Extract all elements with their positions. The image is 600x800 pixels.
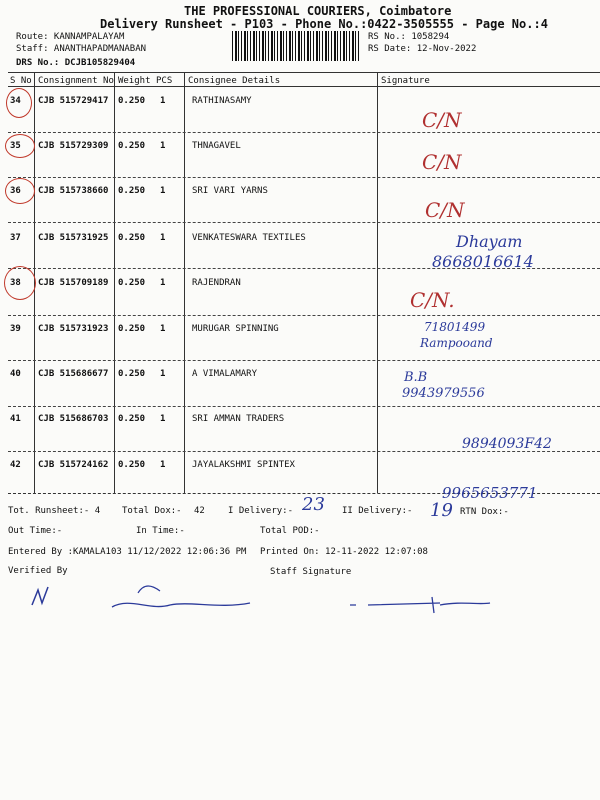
row-divider bbox=[8, 132, 600, 133]
row-pcs: 1 bbox=[160, 369, 166, 379]
row-pcs: 1 bbox=[160, 96, 166, 106]
row-sno: 34 bbox=[10, 96, 21, 106]
row-consignee: THNAGAVEL bbox=[192, 141, 241, 151]
company-title: THE PROFESSIONAL COURIERS, Coimbatore bbox=[184, 4, 452, 18]
table-header-border bbox=[8, 86, 600, 87]
row-consignment: CJB 515738660 bbox=[38, 186, 109, 196]
row-pcs: 1 bbox=[160, 233, 166, 243]
row-weight: 0.250 bbox=[118, 369, 146, 379]
row-consignee: RAJENDRAN bbox=[192, 278, 241, 288]
printed-on: Printed On: 12-11-2022 12:07:08 bbox=[260, 547, 428, 557]
signature-scribbles bbox=[20, 575, 500, 625]
row-signature-phone: 9943979556 bbox=[402, 386, 485, 401]
row-divider bbox=[8, 222, 600, 223]
row-signature-name: Rampooand bbox=[420, 336, 493, 350]
entered-by: Entered By :KAMALA103 11/12/2022 12:06:36 PM bbox=[8, 547, 247, 557]
row-signature: C/N bbox=[425, 198, 465, 222]
col-divider bbox=[114, 72, 115, 493]
row-circle-mark bbox=[6, 88, 32, 118]
col-header-signature: Signature bbox=[381, 76, 430, 86]
row-pcs: 1 bbox=[160, 460, 166, 470]
i-delivery-label: I Delivery:- bbox=[228, 506, 294, 516]
row-pcs: 1 bbox=[160, 186, 166, 196]
row-circle-mark bbox=[4, 266, 36, 300]
row-divider bbox=[8, 406, 600, 407]
row-sno: 37 bbox=[10, 233, 21, 243]
row-signature: C/N. bbox=[410, 288, 455, 312]
row-consignment: CJB 515686703 bbox=[38, 414, 109, 424]
row-consignee: SRI VARI YARNS bbox=[192, 186, 268, 196]
ii-delivery-value: 19 bbox=[430, 500, 453, 521]
col-header-pcs: PCS bbox=[156, 76, 173, 86]
row-divider bbox=[8, 451, 600, 452]
row-pcs: 1 bbox=[160, 414, 166, 424]
rs-date: RS Date: 12-Nov-2022 bbox=[368, 44, 477, 54]
rtn-dox-label: RTN Dox:- bbox=[460, 507, 509, 517]
ii-delivery-label: II Delivery:- bbox=[342, 506, 413, 516]
row-consignee: MURUGAR SPINNING bbox=[192, 324, 279, 334]
row-consignee: VENKATESWARA TEXTILES bbox=[192, 233, 306, 243]
total-dox-value: 42 bbox=[194, 506, 205, 516]
row-consignment: CJB 515729309 bbox=[38, 141, 109, 151]
row-consignee: JAYALAKSHMI SPINTEX bbox=[192, 460, 295, 470]
row-consignment: CJB 515731923 bbox=[38, 324, 109, 334]
table-top-border bbox=[8, 72, 600, 73]
total-dox-label: Total Dox:- bbox=[122, 506, 182, 516]
drs-number: DRS No.: DCJB105829404 bbox=[16, 58, 136, 68]
out-time-label: Out Time:- bbox=[8, 526, 63, 536]
row-pcs: 1 bbox=[160, 324, 166, 334]
row-sno: 39 bbox=[10, 324, 21, 334]
col-divider bbox=[184, 72, 185, 493]
col-header-weight: Weight bbox=[118, 76, 151, 86]
row-sno: 35 bbox=[10, 141, 21, 151]
row-sno: 40 bbox=[10, 369, 21, 379]
row-consignment: CJB 515709189 bbox=[38, 278, 109, 288]
row-divider bbox=[8, 268, 600, 269]
staff-label: Staff: ANANTHAPADMANABAN bbox=[16, 44, 147, 54]
row-signature: B.B bbox=[404, 370, 428, 385]
row-weight: 0.250 bbox=[118, 186, 146, 196]
route-label: Route: KANNAMPALAYAM bbox=[16, 32, 125, 42]
row-sno: 41 bbox=[10, 414, 21, 424]
row-consignment: CJB 515729417 bbox=[38, 96, 109, 106]
row-consignee: A VIMALAMARY bbox=[192, 369, 258, 379]
i-delivery-value: 23 bbox=[302, 494, 325, 515]
row-circle-mark bbox=[5, 134, 35, 158]
row-divider bbox=[8, 360, 600, 361]
row-consignment: CJB 515686677 bbox=[38, 369, 109, 379]
row-consignee: SRI AMMAN TRADERS bbox=[192, 414, 285, 424]
row-circle-mark bbox=[5, 178, 35, 204]
total-pod-label: Total POD:- bbox=[260, 526, 320, 536]
row-weight: 0.250 bbox=[118, 414, 146, 424]
row-signature-phone: 9894093F42 bbox=[462, 436, 552, 452]
row-signature-phone: 8668016614 bbox=[432, 252, 534, 271]
row-weight: 0.250 bbox=[118, 141, 146, 151]
row-weight: 0.250 bbox=[118, 278, 146, 288]
row-signature: 71801499 bbox=[424, 320, 486, 334]
rs-number: RS No.: 1058294 bbox=[368, 32, 450, 42]
row-consignee: RATHINASAMY bbox=[192, 96, 252, 106]
row-signature-phone: 9965653771 bbox=[442, 484, 538, 502]
row-weight: 0.250 bbox=[118, 460, 146, 470]
col-divider bbox=[377, 72, 378, 493]
col-header-consignee: Consignee Details bbox=[188, 76, 281, 86]
row-signature: Dhayam bbox=[456, 232, 523, 251]
barcode-image bbox=[232, 31, 360, 61]
row-signature: C/N bbox=[422, 108, 462, 132]
row-consignment: CJB 515731925 bbox=[38, 233, 109, 243]
row-divider bbox=[8, 177, 600, 178]
col-header-sno: S No bbox=[10, 76, 32, 86]
row-sno: 36 bbox=[10, 186, 21, 196]
row-consignment: CJB 515724162 bbox=[38, 460, 109, 470]
row-pcs: 1 bbox=[160, 141, 166, 151]
in-time-label: In Time:- bbox=[136, 526, 185, 536]
row-weight: 0.250 bbox=[118, 233, 146, 243]
row-pcs: 1 bbox=[160, 278, 166, 288]
row-sno: 42 bbox=[10, 460, 21, 470]
total-runsheet: Tot. Runsheet:- 4 bbox=[8, 506, 101, 516]
row-weight: 0.250 bbox=[118, 324, 146, 334]
verified-by-label: Verified By bbox=[8, 566, 68, 576]
row-sno: 38 bbox=[10, 278, 21, 288]
staff-signature-label: Staff Signature bbox=[270, 567, 352, 577]
col-header-consignment: Consignment No bbox=[38, 76, 114, 86]
runsheet-subtitle: Delivery Runsheet - P103 - Phone No.:0422-3505555 - Page No.:4 bbox=[100, 17, 548, 31]
row-weight: 0.250 bbox=[118, 96, 146, 106]
row-divider bbox=[8, 315, 600, 316]
row-signature: C/N bbox=[422, 150, 462, 174]
